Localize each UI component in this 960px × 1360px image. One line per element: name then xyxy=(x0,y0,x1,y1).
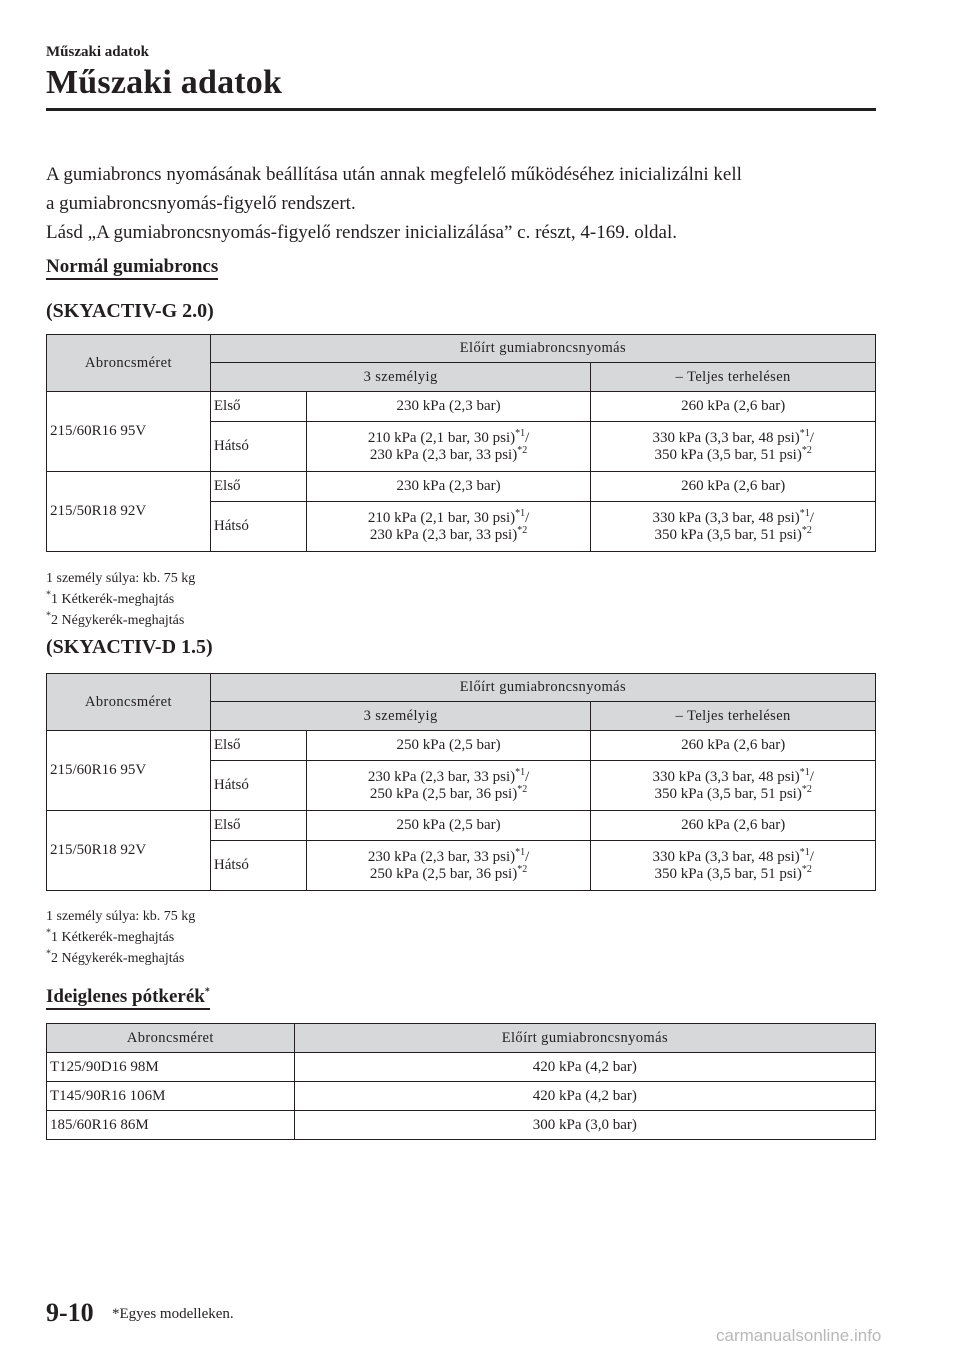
normal-tire-heading xyxy=(46,256,218,278)
pressure-value: 230 kPa (2,3 bar) xyxy=(306,392,591,422)
pressure-value: 260 kPa (2,6 bar) xyxy=(591,392,876,422)
spare-tire-heading xyxy=(46,986,210,1008)
table-notes-d15 xyxy=(46,906,195,969)
tire-size: T145/90R16 106M xyxy=(47,1082,295,1111)
axle-label: Első xyxy=(210,472,306,502)
intro-line-3: Lásd „A gumiabroncsnyomás-figyelő rendszer inicializálása” c. részt, 4-169. oldal. xyxy=(46,222,677,243)
watermark-link[interactable]: carmanualsonline.info xyxy=(716,1326,882,1345)
pressure-value: 210 kPa (2,1 bar, 30 psi)$^{*1}$/ 230 kPa (2,3 bar, 33 psi)$^{*2}$ xyxy=(306,422,591,472)
header-up-to-3: 3 személyig xyxy=(210,363,590,392)
normal-tire-title: Normál gumiabroncs xyxy=(46,256,218,280)
header-full-load: – Teljes terhelésen xyxy=(591,363,876,392)
table-notes-g20 xyxy=(46,568,195,631)
header-pressure: Előírt gumiabroncsnyomás xyxy=(294,1024,875,1053)
pressure-value: 330 kPa (3,3 bar, 48 psi)$^{*1}$/ 350 kPa (3,5 bar, 51 psi)$^{*2}$ xyxy=(591,502,876,552)
spare-tire-table xyxy=(46,1023,876,1140)
footnote-2: *2 Négykerék-meghajtás xyxy=(46,948,185,966)
pressure-value: 250 kPa (2,5 bar) xyxy=(306,731,591,761)
footer-note: *Egyes modelleken. xyxy=(112,1306,234,1322)
pressure-value: 260 kPa (2,6 bar) xyxy=(591,472,876,502)
header-size: Abroncsméret xyxy=(47,674,211,731)
intro-line-2: a gumiabroncsnyomás-figyelő rendszert. xyxy=(46,193,356,214)
footnote-2: *2 Négykerék-meghajtás xyxy=(46,610,185,628)
table-row xyxy=(47,1111,876,1140)
intro-line-1: A gumiabroncs nyomásának beállítása után annak megfelelő működéséhez inicializálni kell xyxy=(46,164,742,185)
engine-subtitle-d15: (SKYACTIV-D 1.5) xyxy=(46,636,213,658)
pressure-value: 260 kPa (2,6 bar) xyxy=(591,811,876,841)
pressure-table-g20 xyxy=(46,334,876,552)
tire-size: 215/50R18 92V xyxy=(47,811,211,891)
axle-label: Hátsó xyxy=(210,841,306,891)
table-row xyxy=(47,1053,876,1082)
table-row xyxy=(47,1082,876,1111)
header-pressure: Előírt gumiabroncsnyomás xyxy=(210,335,875,363)
engine-subtitle-g20: (SKYACTIV-G 2.0) xyxy=(46,300,214,322)
table-row xyxy=(47,392,876,422)
pressure-value: 330 kPa (3,3 bar, 48 psi)$^{*1}$/ 350 kPa (3,5 bar, 51 psi)$^{*2}$ xyxy=(591,841,876,891)
header-full-load: – Teljes terhelésen xyxy=(591,702,876,731)
header-up-to-3: 3 személyig xyxy=(210,702,590,731)
page-number: 9-10 xyxy=(46,1298,94,1327)
axle-label: Első xyxy=(210,731,306,761)
weight-note: 1 személy súlya: kb. 75 kg xyxy=(46,909,196,924)
pressure-table-d15 xyxy=(46,673,876,891)
page-title: Műszaki adatok xyxy=(46,64,283,101)
header-divider xyxy=(46,108,876,111)
footnote-1: *1 Kétkerék-meghajtás xyxy=(46,927,175,945)
pressure-value: 420 kPa (4,2 bar) xyxy=(294,1082,875,1111)
pressure-value: 260 kPa (2,6 bar) xyxy=(591,731,876,761)
pressure-value: 210 kPa (2,1 bar, 30 psi)$^{*1}$/ 230 kPa (2,3 bar, 33 psi)$^{*2}$ xyxy=(306,502,591,552)
section-header-small: Műszaki adatok xyxy=(46,44,149,60)
weight-note: 1 személy súlya: kb. 75 kg xyxy=(46,571,196,586)
header-size: Abroncsméret xyxy=(47,335,211,392)
pressure-value: 230 kPa (2,3 bar) xyxy=(306,472,591,502)
tire-size: 215/60R16 95V xyxy=(47,731,211,811)
pressure-value: 330 kPa (3,3 bar, 48 psi)$^{*1}$/ 350 kPa (3,5 bar, 51 psi)$^{*2}$ xyxy=(591,761,876,811)
spare-tire-title: Ideiglenes pótkerék* xyxy=(46,986,210,1010)
tire-size: T125/90D16 98M xyxy=(47,1053,295,1082)
axle-label: Első xyxy=(210,392,306,422)
pressure-value: 420 kPa (4,2 bar) xyxy=(294,1053,875,1082)
header-pressure: Előírt gumiabroncsnyomás xyxy=(210,674,875,702)
pressure-value: 250 kPa (2,5 bar) xyxy=(306,811,591,841)
pressure-value: 230 kPa (2,3 bar, 33 psi)$^{*1}$/ 250 kPa (2,5 bar, 36 psi)$^{*2}$ xyxy=(306,841,591,891)
table-row xyxy=(47,731,876,761)
table-row xyxy=(47,472,876,502)
tire-size: 215/50R18 92V xyxy=(47,472,211,552)
axle-label: Hátsó xyxy=(210,422,306,472)
tire-size: 215/60R16 95V xyxy=(47,392,211,472)
table-row xyxy=(47,811,876,841)
header-size: Abroncsméret xyxy=(47,1024,295,1053)
pressure-value: 230 kPa (2,3 bar, 33 psi)$^{*1}$/ 250 kPa (2,5 bar, 36 psi)$^{*2}$ xyxy=(306,761,591,811)
pressure-value: 330 kPa (3,3 bar, 48 psi)$^{*1}$/ 350 kPa (3,5 bar, 51 psi)$^{*2}$ xyxy=(591,422,876,472)
intro-paragraph xyxy=(46,160,886,247)
footnote-1: *1 Kétkerék-meghajtás xyxy=(46,589,175,607)
pressure-value: 300 kPa (3,0 bar) xyxy=(294,1111,875,1140)
tire-size: 185/60R16 86M xyxy=(47,1111,295,1140)
axle-label: Első xyxy=(210,811,306,841)
axle-label: Hátsó xyxy=(210,502,306,552)
axle-label: Hátsó xyxy=(210,761,306,811)
